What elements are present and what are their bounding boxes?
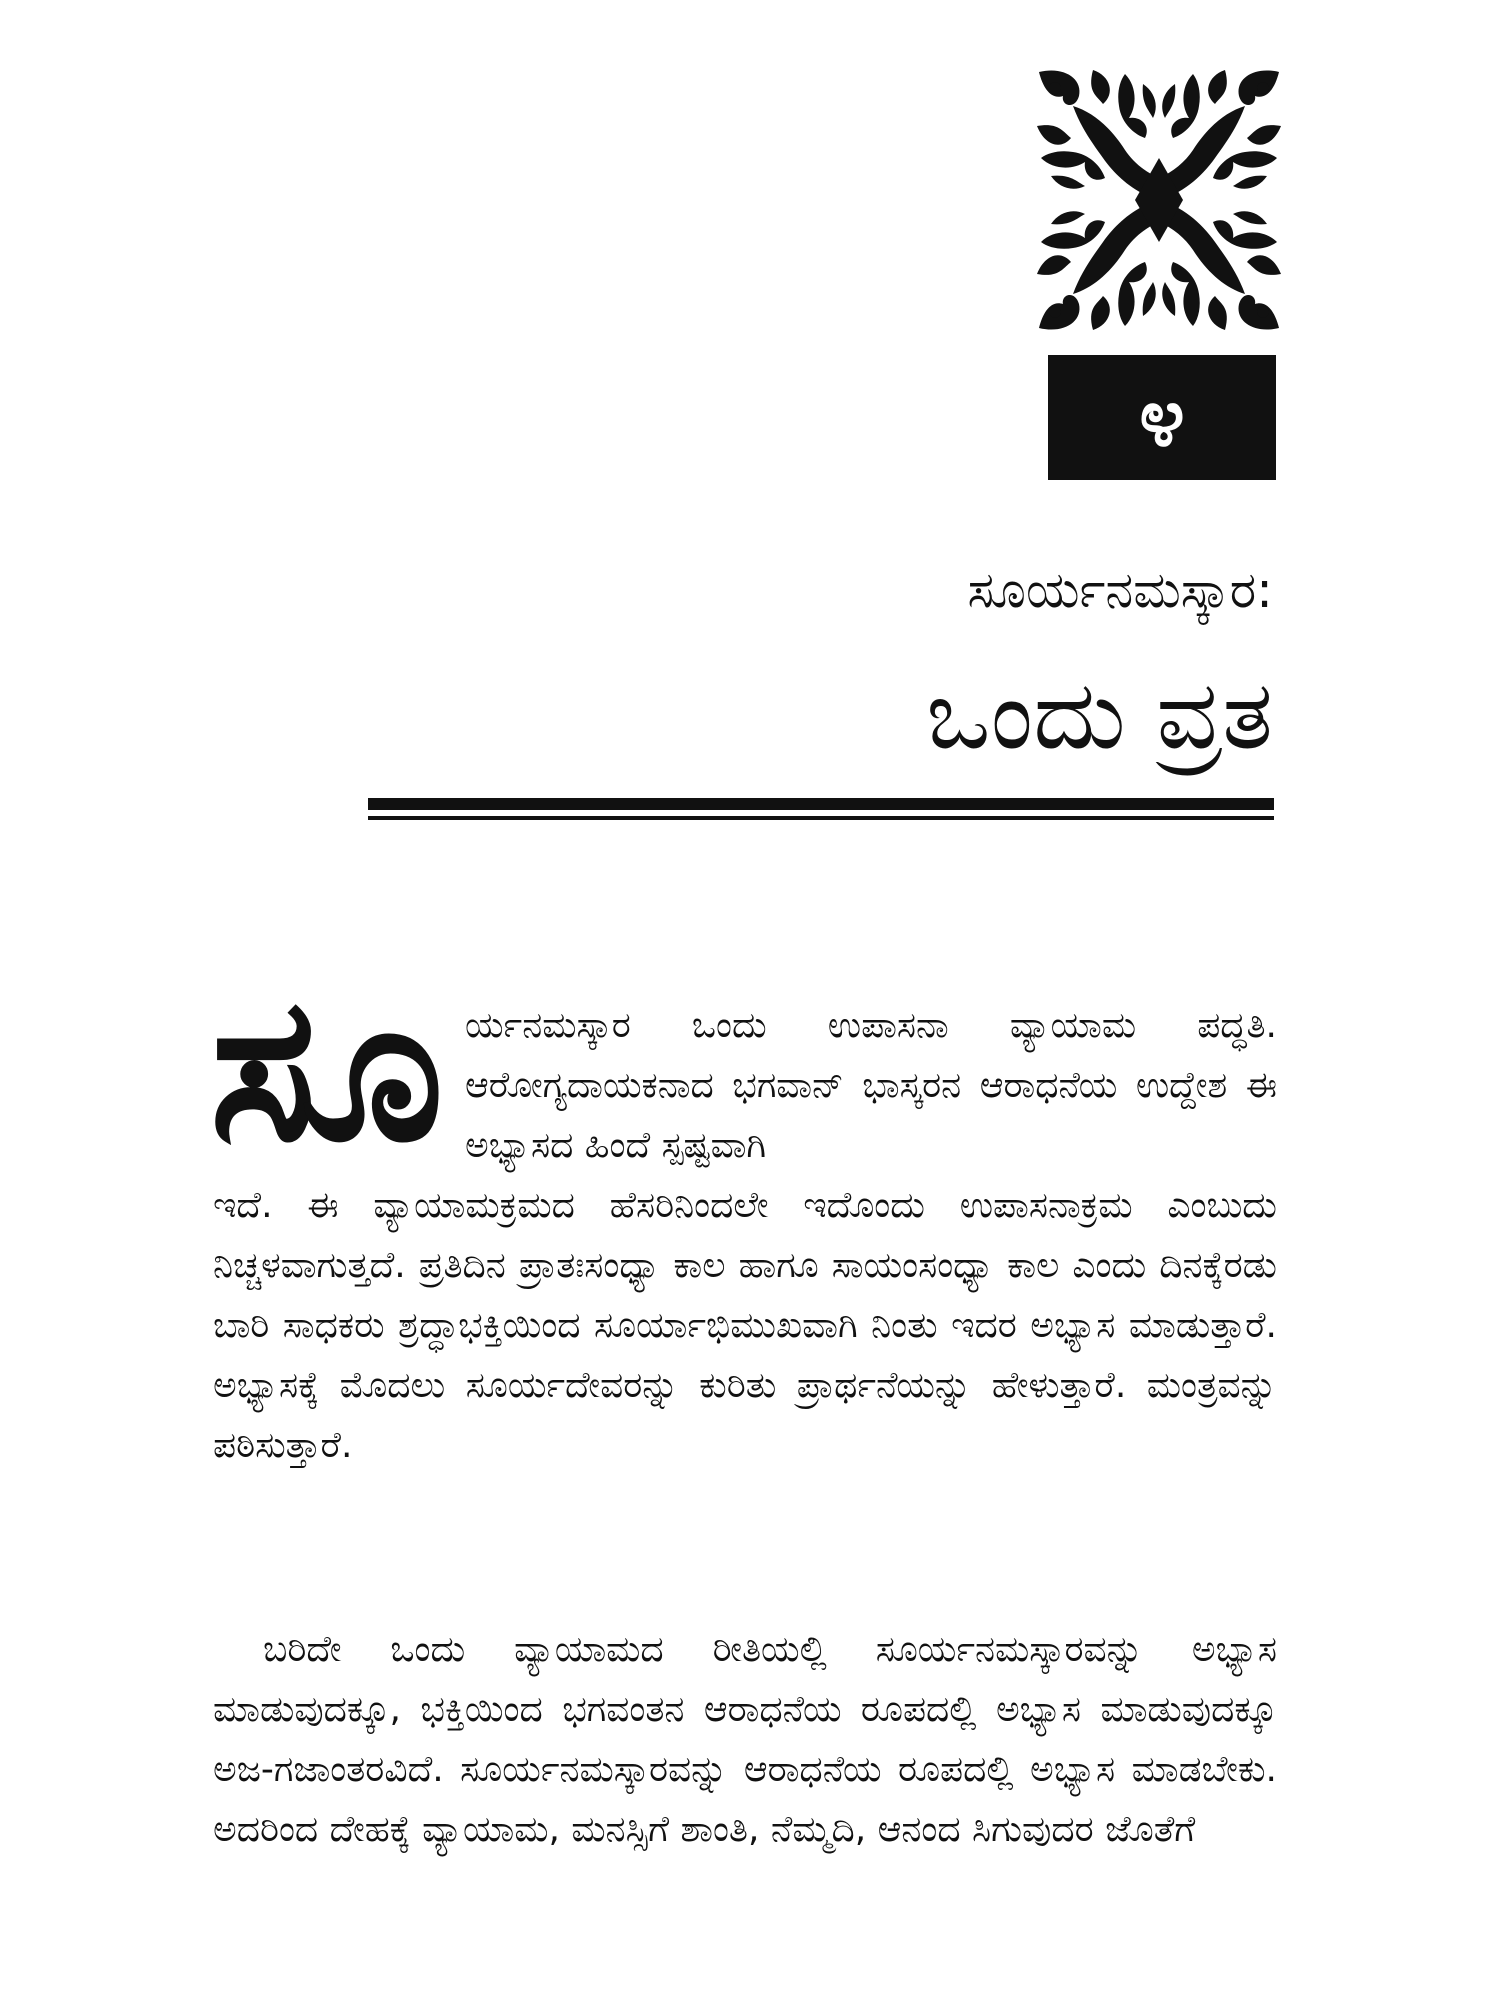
paragraph-1-rest: ಇದೆ. ಈ ವ್ಯಾಯಾಮಕ್ರಮದ ಹೆಸರಿನಿಂದಲೇ ಇದೊಂದು ಉಪಾಸನಾಕ್ರಮ ಎಂಬುದು ನಿಚ್ಚಳವಾಗುತ್ತದೆ. ಪ್ರತಿದಿನ ಪ್ರಾತಃಸಂಧ್ಯಾ ಕಾಲ ಹಾಗೂ ಸಾಯಂಸಂಧ್ಯಾ ಕಾಲ ಎಂದು ದಿನಕ್ಕೆರಡು ಬಾರಿ ಸಾಧಕರು ಶ್ರದ್ಧಾಭಕ್ತಿಯಿಂದ ಸೂರ್ಯಾಭಿಮುಖವಾಗಿ ನಿಂತು ಇದರ ಅಭ್ಯಾಸ ಮಾಡುತ್ತಾರೆ. ಅಭ್ಯಾಸಕ್ಕೆ ಮೊದಲು ಸೂರ್ಯದೇವರನ್ನು ಕುರಿತು ಪ್ರಾರ್ಥನೆಯನ್ನು ಹೇಳುತ್ತಾರೆ. ಮಂತ್ರವನ್ನು ಪಠಿಸುತ್ತಾರೆ. xyxy=(213,1185,1277,1466)
drop-cap: ಸೂ xyxy=(210,953,444,1186)
decorative-ornament xyxy=(1033,66,1285,334)
title-rule-thin xyxy=(368,816,1274,820)
title-rule-thick xyxy=(368,798,1274,810)
paragraph-1-lead: ರ್ಯನಮಸ್ಕಾರ ಒಂದು ಉಪಾಸನಾ ವ್ಯಾಯಾಮ ಪದ್ಧತಿ. ಆರೋಗ್ಯದಾಯಕನಾದ ಭಗವಾನ್ ಭಾಸ್ಕರನ ಆರಾಧನೆಯ ಉದ್ದೇಶ ಈ ಅಭ್ಯಾಸದ ಹಿಂದೆ ಸ್ಪಷ್ಟವಾಗಿ xyxy=(465,1005,1277,1166)
chapter-title: ಒಂದು ವ್ರತ xyxy=(926,659,1273,771)
paragraph-2: ಬರಿದೇ ಒಂದು ವ್ಯಾಯಾಮದ ರೀತಿಯಲ್ಲಿ ಸೂರ್ಯನಮಸ್ಕಾರವನ್ನು ಅಭ್ಯಾಸ ಮಾಡುವುದಕ್ಕೂ, ಭಕ್ತಿಯಿಂದ ಭಗವಂತನ ಆರಾಧನೆಯ ರೂಪದಲ್ಲಿ ಅಭ್ಯಾಸ ಮಾಡುವುದಕ್ಕೂ ಅಜ-ಗಜಾಂತರವಿದೆ. ಸೂರ್ಯನಮಸ್ಕಾರವನ್ನು ಆರಾಧನೆಯ ರೂಪದಲ್ಲಿ ಅಭ್ಯಾಸ ಮಾಡಬೇಕು. ಅದರಿಂದ ದೇಹಕ್ಕೆ ವ್ಯಾಯಾಮ, ಮನಸ್ಸಿಗೆ ಶಾಂತಿ, ನೆಮ್ಮದಿ, ಆನಂದ ಸಿಗುವುದರ ಜೊತೆಗೆ xyxy=(213,1629,1277,1850)
chapter-number-box xyxy=(1048,355,1276,480)
chapter-subtitle: ಸೂರ್ಯನಮಸ್ಕಾರ: xyxy=(967,561,1273,619)
chapter-number: ೪ xyxy=(1139,369,1185,465)
